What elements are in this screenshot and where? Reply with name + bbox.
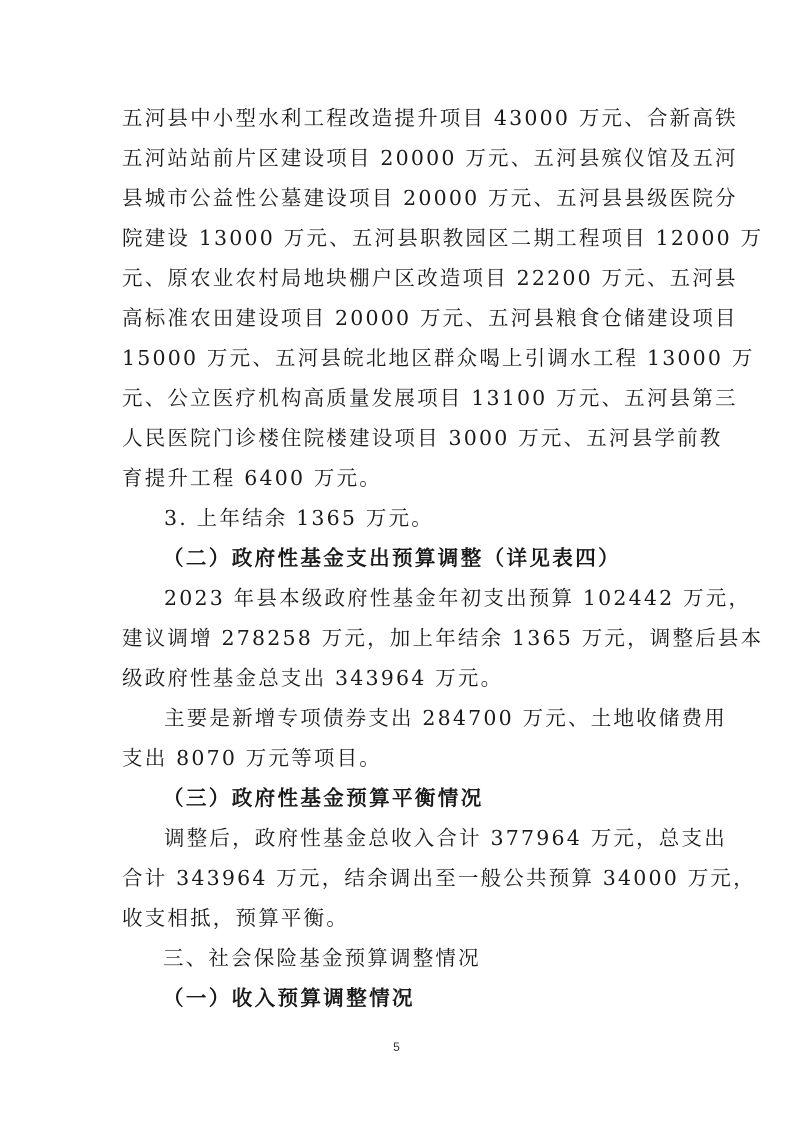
body-line: 人民医院门诊楼住院楼建设项目 3000 万元、五河县学前教 [122,426,723,450]
body-line: 元、原农业农村局地块棚户区改造项目 22200 万元、五河县 [122,266,738,290]
page-number: 5 [393,1040,400,1054]
body-line: 收支相抵，预算平衡。 [122,906,349,930]
body-line: 调整后，政府性基金总收入合计 377964 万元，总支出 [164,826,727,850]
body-line: 院建设 13000 万元、五河县职教园区二期工程项目 12000 万 [122,226,764,250]
section-heading-2: （二）政府性基金支出预算调整（详见表四） [163,546,621,570]
body-line: 高标准农田建设项目 20000 万元、五河县粮食仓储建设项目 [122,306,738,330]
body-line: 15000 万元、五河县皖北地区群众喝上引调水工程 13000 万 [122,346,755,370]
chapter-heading: 三、社会保险基金预算调整情况 [163,946,481,970]
body-line: 级政府性基金总支出 343964 万元。 [122,666,504,690]
body-line: 建议调增 278258 万元，加上年结余 1365 万元，调整后县本 [122,626,764,650]
section-heading-3: （三）政府性基金预算平衡情况 [163,786,484,810]
body-line: 五河县中小型水利工程改造提升项目 43000 万元、合新高铁 [122,106,738,130]
body-line: 育提升工程 6400 万元。 [122,466,383,490]
subsection-heading: （一）收入预算调整情况 [163,986,415,1010]
body-line: 县城市公益性公墓建设项目 20000 万元、五河县县级医院分 [122,186,738,210]
body-line: 2023 年县本级政府性基金年初支出预算 102442 万元， [164,586,752,610]
body-line: 五河站站前片区建设项目 20000 万元、五河县殡仪馆及五河 [122,146,738,170]
body-line: 元、公立医疗机构高质量发展项目 13100 万元、五河县第三 [122,386,738,410]
body-line: 合计 343964 万元，结余调出至一般公共预算 34000 万元， [122,866,756,890]
body-line: 支出 8070 万元等项目。 [122,746,383,770]
body-line: 主要是新增专项债券支出 284700 万元、土地收储费用 [164,706,727,730]
list-item-3: 3. 上年结余 1365 万元。 [164,506,434,530]
